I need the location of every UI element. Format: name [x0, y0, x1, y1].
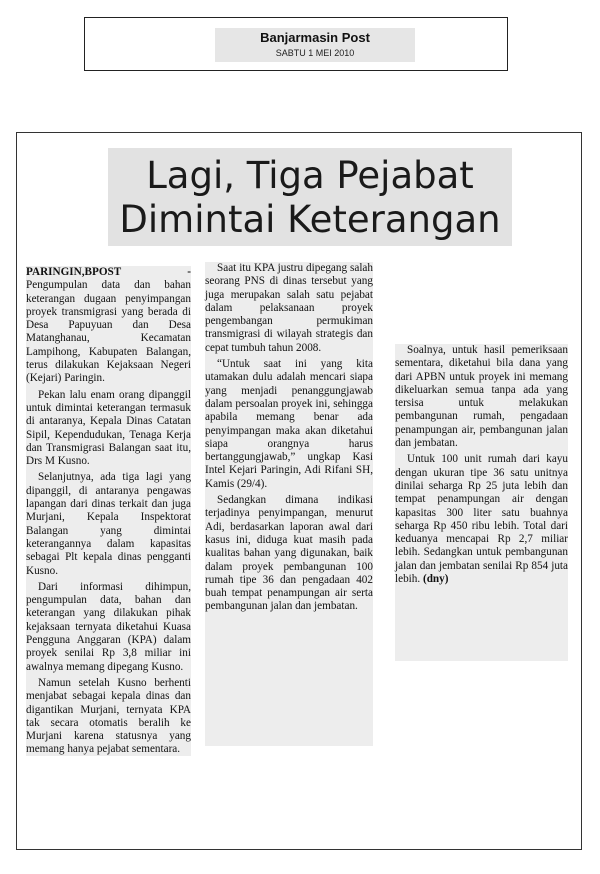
article-paragraph: Soalnya, untuk hasil pemeriksaan sementara, diketahui bila dana yang dari APBN untuk proyek ini memang dikeluarkan semua tanpa ada yang tersisa untuk melakukan pembangunan rumah, pengadaan penampungan air, pembangunan jalan dan jembatan. — [395, 344, 568, 450]
article-paragraph: Namun setelah Kusno berhenti menjabat sebagai kepala dinas dan digantikan Murjani, ternyata KPA tak secara otomatis beralih ke Murjani karena statusnya yang memang hanya pejabat sementara. — [26, 676, 191, 756]
paragraph-text: Pengumpulan data dan bahan keterangan dugaan penyimpangan proyek transmigrasi yang berada di Desa Papuyuan dan Desa Matanghanau, Kecamatan Lampihong, Kabupaten Balangan, terus dilakukan Kejaksaan Negeri (Kejari) Paringin. — [26, 279, 191, 385]
newspaper-name: Banjarmasin Post — [260, 30, 370, 45]
article-paragraph: “Untuk saat ini yang kita utamakan dulu adalah mencari siapa yang menjadi penanggungjawab dalam persoalan proyek ini, sehingga apabila memang benar ada penyimpangan maka akan diketahui siapa orangnya harus bertanggungjawab,” ungkap Kasi Intel Kejari Paringin, Adi Rifani SH, Kamis (29/4). — [205, 358, 373, 490]
paragraph-text: Untuk 100 unit rumah dari kayu dengan ukuran tipe 36 satu unitnya dinilai seharga Rp 25 juta lebih dan tempat penampungan air dengan kapasitas 300 liter satu buahnya seharga Rp 450 ribu lebih. Total dari keduanya mencapai Rp 2,7 miliar lebih. Sedangkan untuk pembangunan jalan dan jembatan senilai Rp 854 juta lebih. — [395, 453, 568, 586]
article-paragraph: Selanjutnya, ada tiga lagi yang dipanggil, di antaranya pengawas lapangan dari dinas terkait dan juga Murjani, Kepala Inspektorat Balangan yang dimintai keterangannya dalam kapasitas sebagai Plt kepala dinas pengganti Kusno. — [26, 471, 191, 577]
publication-date: SABTU 1 MEI 2010 — [275, 48, 355, 58]
headline-line-2: Dimintai Keterangan — [119, 198, 501, 241]
article-paragraph — [395, 453, 568, 586]
article-column-3 — [395, 344, 568, 661]
article-paragraph: Dari informasi dihimpun, pengumpulan data, bahan dan keterangan yang dilakukan pihak kejaksaan ternyata diketahui Kuasa Pengguna Anggaran (KPA) dalam proyek senilai Rp 3,8 miliar ini awalnya memang dipegang Kusno. — [26, 580, 191, 673]
article-column-1 — [26, 266, 191, 756]
article-paragraph: Saat itu KPA justru dipegang salah seorang PNS di dinas tersebut yang juga merupakan salah satu pejabat dalam pelaksanaan proyek pengembangan permukiman transmigrasi di wilayah strategis dan cepat tumbuh tahun 2008. — [205, 262, 373, 354]
article-paragraph: Pekan lalu enam orang dipanggil untuk dimintai keterangan termasuk di antaranya, Kepala Dinas Catatan Sipil, Kependudukan, Tenaga Kerja dan Transmigrasi Balangan saat itu, Drs M Kusno. — [26, 388, 191, 468]
dateline: PARINGIN,BPOST - — [26, 266, 191, 278]
masthead-label — [215, 28, 415, 62]
article-paragraph — [26, 266, 191, 386]
headline — [108, 148, 512, 246]
article-column-2 — [205, 262, 373, 746]
masthead — [84, 17, 508, 71]
article-paragraph: Sedangkan dimana indikasi terjadinya penyimpangan, menurut Adi, berdasarkan laporan awal dari kasus ini, diduga kuat masih pada kualitas bahan yang digunakan, baik dalam proyek pembangunan 100 rumah tipe 36 dan pengadaan 402 buah tempat penampungan air serta pembangunan jalan dan jembatan. — [205, 494, 373, 613]
headline-line-1: Lagi, Tiga Pejabat — [146, 154, 474, 197]
author-initials: (dny) — [422, 573, 449, 586]
